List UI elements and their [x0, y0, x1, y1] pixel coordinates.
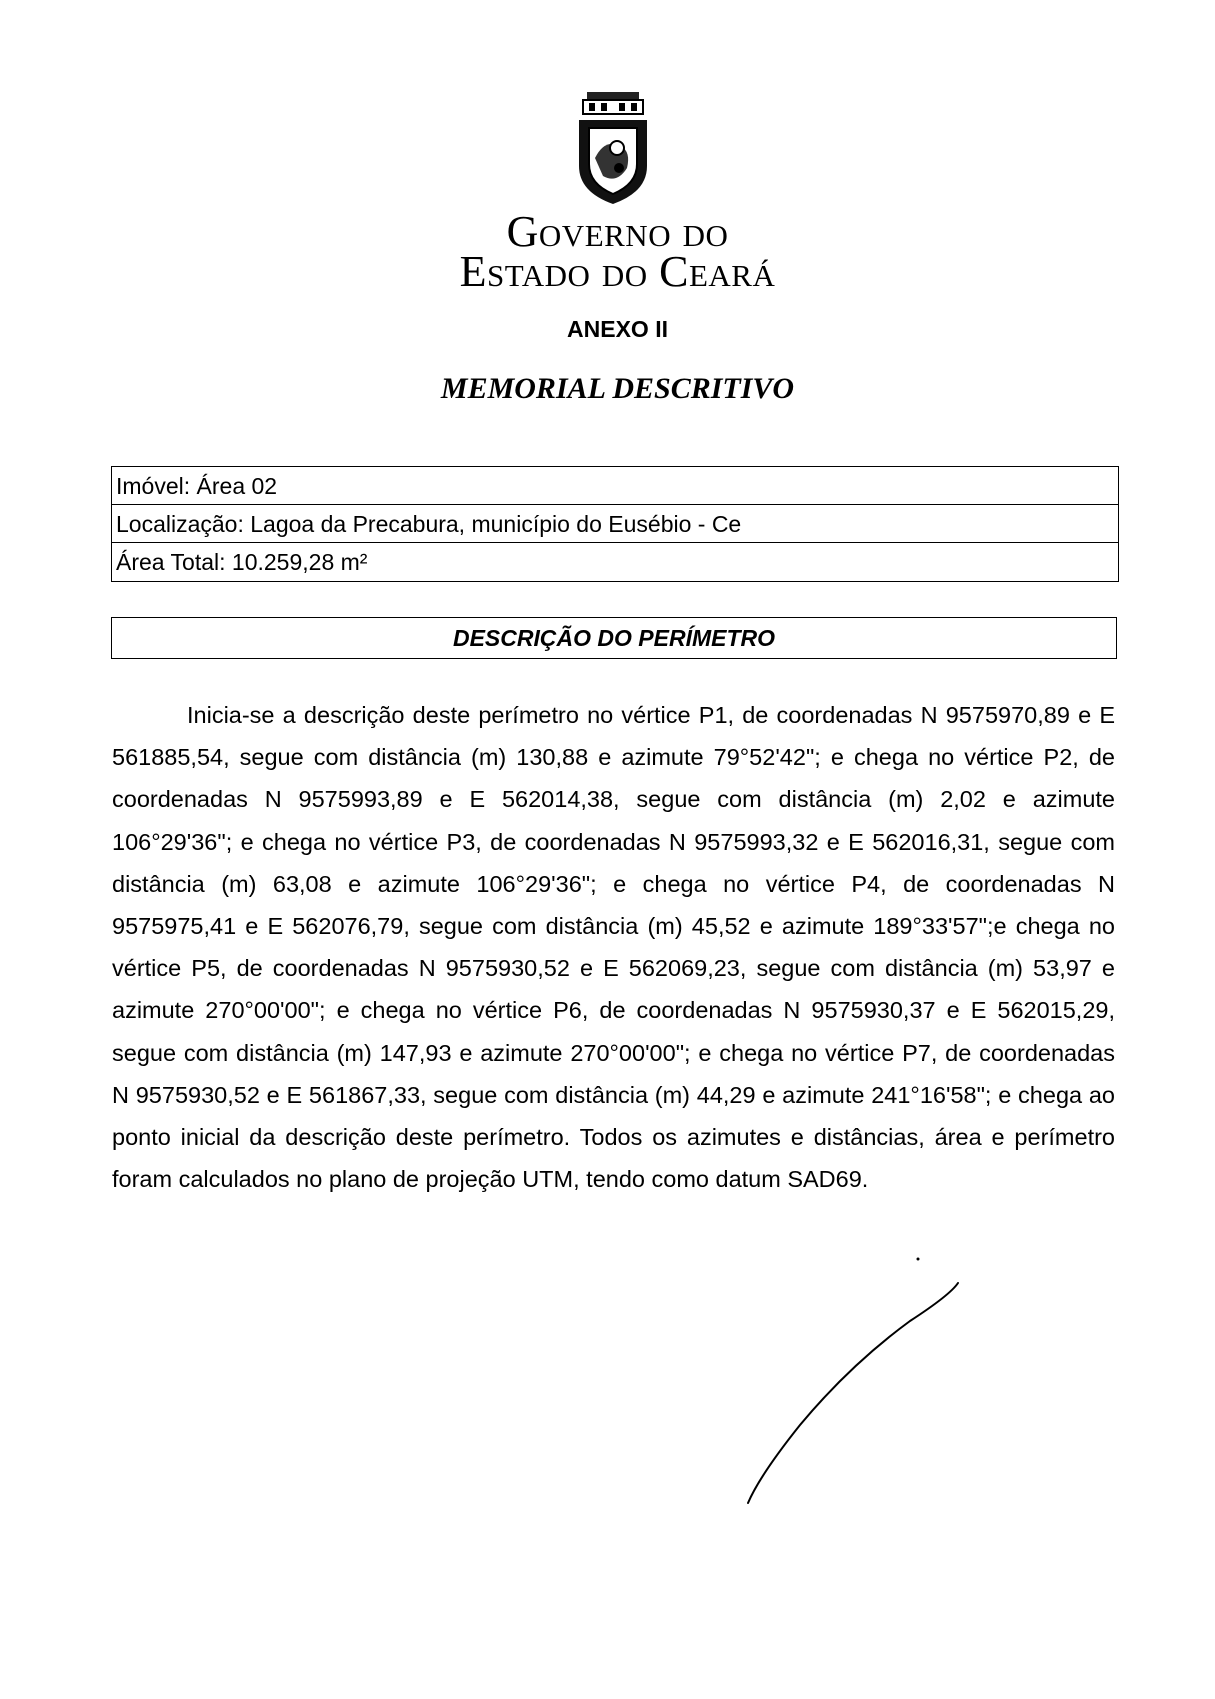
perimeter-description: Inicia-se a descrição deste perímetro no vértice P1, de coordenadas N 9575970,89 e E 561885,54, segue com distância (m) 130,88 e azimute 79°52'42"; e chega no vértice P2, de coordenadas N 9575993,89 e E 562014,38, segue com distância (m) 2,02 e azimute 106°29'36"; e chega no vértice P3, de coordenadas N 9575993,32 e E 562016,31, segue com distância (m) 63,08 e azimute 106°29'36"; e chega no vértice P4, de coordenadas N 9575975,41 e E 562076,79, segue com distância (m) 45,52 e azimute 189°33'57";e chega no vértice P5, de coordenadas N 9575930,52 e E 562069,23, segue com distância (m) 53,97 e azimute 270°00'00"; e chega no vértice P6, de coordenadas N 9575930,37 e E 562015,29, segue com distância (m) 147,93 e azimute 270°00'00"; e chega no vértice P7, de coordenadas N 9575930,52 e E 561867,33, segue com distância (m) 44,29 e azimute 241°16'58"; e chega ao ponto inicial da descrição deste perímetro. Todos os azimutes e distâncias, área e perímetro foram calculados no plano de projeção UTM, tendo como datum SAD69.	[112, 702, 1115, 1193]
government-name-line2: Estado do Ceará	[459, 247, 776, 296]
government-name-line1: Governo do	[506, 207, 729, 256]
property-name-row: Imóvel: Área 02	[112, 467, 1118, 505]
property-location-row: Localização: Lagoa da Precabura, município do Eusébio - Ce	[112, 505, 1118, 543]
annex-label: ANEXO II	[567, 316, 668, 342]
document-title: MEMORIAL DESCRITIVO	[440, 372, 795, 405]
property-area-row: Área Total: 10.259,28 m²	[116, 549, 368, 575]
property-info-table	[111, 466, 1119, 582]
ceara-coat-of-arms-icon	[565, 88, 661, 208]
perimeter-heading: DESCRIÇÃO DO PERÍMETRO	[111, 617, 1117, 659]
handwritten-signature-stroke	[740, 1255, 970, 1505]
